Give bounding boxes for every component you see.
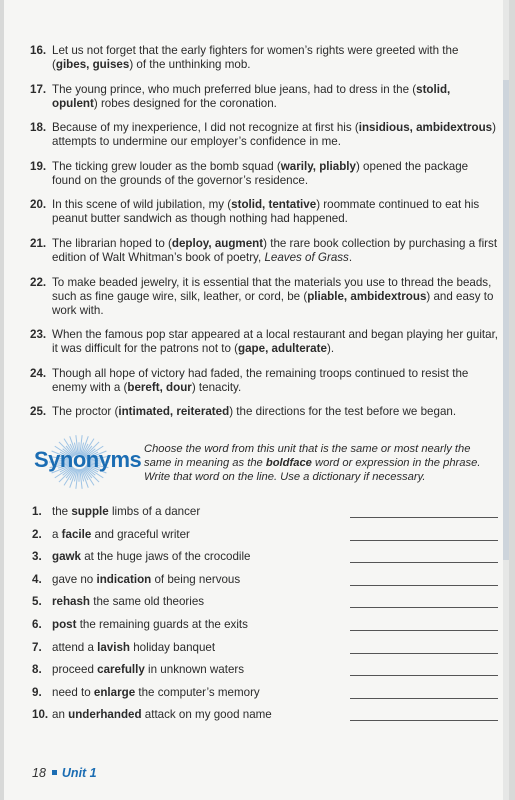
synonym-item xyxy=(4,505,509,528)
synonyms-instructions: Choose the word from this unit that is the same or most nearly the same in meaning as the boldface word or expression in the phrase. Write that word on the line. Use a dictionary if necessary. xyxy=(144,443,481,484)
sentence-item xyxy=(4,328,509,356)
page-footer xyxy=(32,766,97,780)
sentence-exercise-list xyxy=(4,44,509,430)
answer-line[interactable] xyxy=(350,585,498,586)
boldface-word: gawk xyxy=(52,550,81,564)
answer-line[interactable] xyxy=(350,698,498,699)
item-text: proceed carefully in unknown waters xyxy=(52,663,245,677)
sentence-item xyxy=(4,276,509,318)
sentence-item xyxy=(4,198,509,226)
synonyms-title: Synonyms xyxy=(34,447,142,472)
synonym-item xyxy=(4,686,509,709)
item-text: Let us not forget that the early fighters for women’s rights were greeted with the (gibes, guises) of the unthinking mob. xyxy=(52,44,459,71)
answer-line[interactable] xyxy=(350,675,498,676)
item-number: 20. xyxy=(30,198,47,212)
item-text: The young prince, who much preferred blue jeans, had to dress in the (stolid, opulent) robes designed for the coronation. xyxy=(52,82,451,110)
synonym-item xyxy=(4,641,509,664)
item-number: 24. xyxy=(30,366,47,380)
boldface-word: deploy, augment xyxy=(171,236,264,250)
synonym-item xyxy=(4,573,509,596)
boldface-word: stolid, opulent xyxy=(52,82,451,110)
item-text: Because of my inexperience, I did not recognize at first his (insidious, ambidextrous) attempts to undermine our employer’s confidence in me. xyxy=(52,121,496,149)
sentence-item xyxy=(4,44,509,72)
boldface-word: bereft, dour xyxy=(127,380,192,394)
item-text: The proctor (intimated, reiterated) the directions for the test before we began. xyxy=(52,405,457,419)
synonyms-list xyxy=(4,505,509,731)
sentence-item xyxy=(4,160,509,188)
item-text: When the famous pop star appeared at a local restaurant and began playing her guitar, it was difficult for the patrons not to (gape, adulterate). xyxy=(52,328,499,356)
item-number: 22. xyxy=(30,275,47,289)
item-number: 21. xyxy=(30,236,47,250)
item-text: Though all hope of victory had faded, the remaining troops continued to resist the enemy with a (bereft, dour) tenacity. xyxy=(52,366,469,394)
item-number: 1. xyxy=(32,505,42,518)
item-text: rehash the same old theories xyxy=(52,595,205,609)
item-text: The librarian hoped to (deploy, augment) the rare book collection by purchasing a first edition of Walt Whitman’s book of poetry, Leaves of Grass. xyxy=(52,236,498,264)
boldface-word: insidious, ambidextrous xyxy=(358,121,493,135)
unit-label: Unit 1 xyxy=(61,766,97,780)
boldface-word: indication xyxy=(96,572,152,586)
answer-line[interactable] xyxy=(350,607,498,608)
boldface-word: gibes, guises xyxy=(55,58,130,71)
item-text: gawk at the huge jaws of the crocodile xyxy=(52,550,251,564)
answer-line[interactable] xyxy=(350,517,498,518)
boldface-word: intimated, reiterated xyxy=(118,405,230,419)
synonym-item xyxy=(4,595,509,618)
item-text: To make beaded jewelry, it is essential that the materials you use to thread the beads, such as fine gauge wire, silk, leather, or cord, be (pliable, ambidextrous) and easy to work with. xyxy=(52,275,494,317)
item-number: 18. xyxy=(30,121,47,135)
boldface-word: gape, adulterate xyxy=(238,342,327,356)
item-text: In this scene of wild jubilation, my (stolid, tentative) roommate continued to eat his peanut butter sandwich as though nothing had happened. xyxy=(52,198,480,226)
item-number: 3. xyxy=(32,550,42,564)
item-number: 23. xyxy=(30,328,47,342)
synonym-item xyxy=(4,618,509,641)
item-number: 8. xyxy=(32,663,42,677)
item-text: an underhanded attack on my good name xyxy=(52,708,272,722)
synonyms-heading xyxy=(24,434,142,490)
sentence-item xyxy=(4,237,509,265)
answer-line[interactable] xyxy=(350,630,498,631)
boldface-word: carefully xyxy=(97,663,145,677)
item-text: need to enlarge the computer’s memory xyxy=(52,685,260,699)
item-text: gave no indication of being nervous xyxy=(52,572,241,586)
workbook-page xyxy=(4,0,509,800)
item-number: 25. xyxy=(30,405,47,419)
item-number: 5. xyxy=(32,595,42,609)
boldface-word: stolid, tentative xyxy=(231,198,317,212)
item-number: 10. xyxy=(32,708,49,722)
answer-line[interactable] xyxy=(350,653,498,654)
item-text: The ticking grew louder as the bomb squad (warily, pliably) opened the package found on the grounds of the governor’s residence. xyxy=(52,159,469,187)
italic-title: Leaves of Grass xyxy=(264,250,349,264)
square-bullet-icon xyxy=(52,770,57,775)
sentence-item xyxy=(4,121,509,149)
boldface-word: facile xyxy=(61,527,92,541)
item-number: 19. xyxy=(30,159,47,173)
synonym-item xyxy=(4,550,509,573)
boldface-word: lavish xyxy=(97,640,130,654)
answer-line[interactable] xyxy=(350,720,498,721)
boldface-word: post xyxy=(52,617,77,631)
item-text: post the remaining guards at the exits xyxy=(52,617,248,631)
boldface-word: pliable, ambidextrous xyxy=(307,289,427,303)
boldface-word: underhanded xyxy=(68,708,142,722)
item-number: 7. xyxy=(32,640,42,654)
item-number: 16. xyxy=(30,44,47,57)
item-number: 6. xyxy=(32,617,42,631)
item-number: 2. xyxy=(32,527,42,541)
sentence-item xyxy=(4,83,509,111)
synonym-item xyxy=(4,708,509,731)
boldface-word: enlarge xyxy=(93,685,136,699)
synonym-item xyxy=(4,663,509,686)
page-number: 18 xyxy=(32,766,46,780)
synonym-item xyxy=(4,528,509,551)
boldface-word: rehash xyxy=(52,595,91,609)
item-text: a facile and graceful writer xyxy=(52,527,190,541)
boldface-word: warily, pliably xyxy=(280,159,356,173)
item-text: attend a lavish holiday banquet xyxy=(52,640,216,654)
answer-line[interactable] xyxy=(350,540,498,541)
item-number: 17. xyxy=(30,82,47,96)
item-number: 4. xyxy=(32,572,42,586)
item-number: 9. xyxy=(32,685,42,699)
answer-line[interactable] xyxy=(350,562,498,563)
sentence-item xyxy=(4,405,509,419)
sentence-item xyxy=(4,367,509,395)
boldface-word: supple xyxy=(71,505,109,518)
item-text: the supple limbs of a dancer xyxy=(52,505,201,518)
boldface-word: boldface xyxy=(265,457,312,470)
